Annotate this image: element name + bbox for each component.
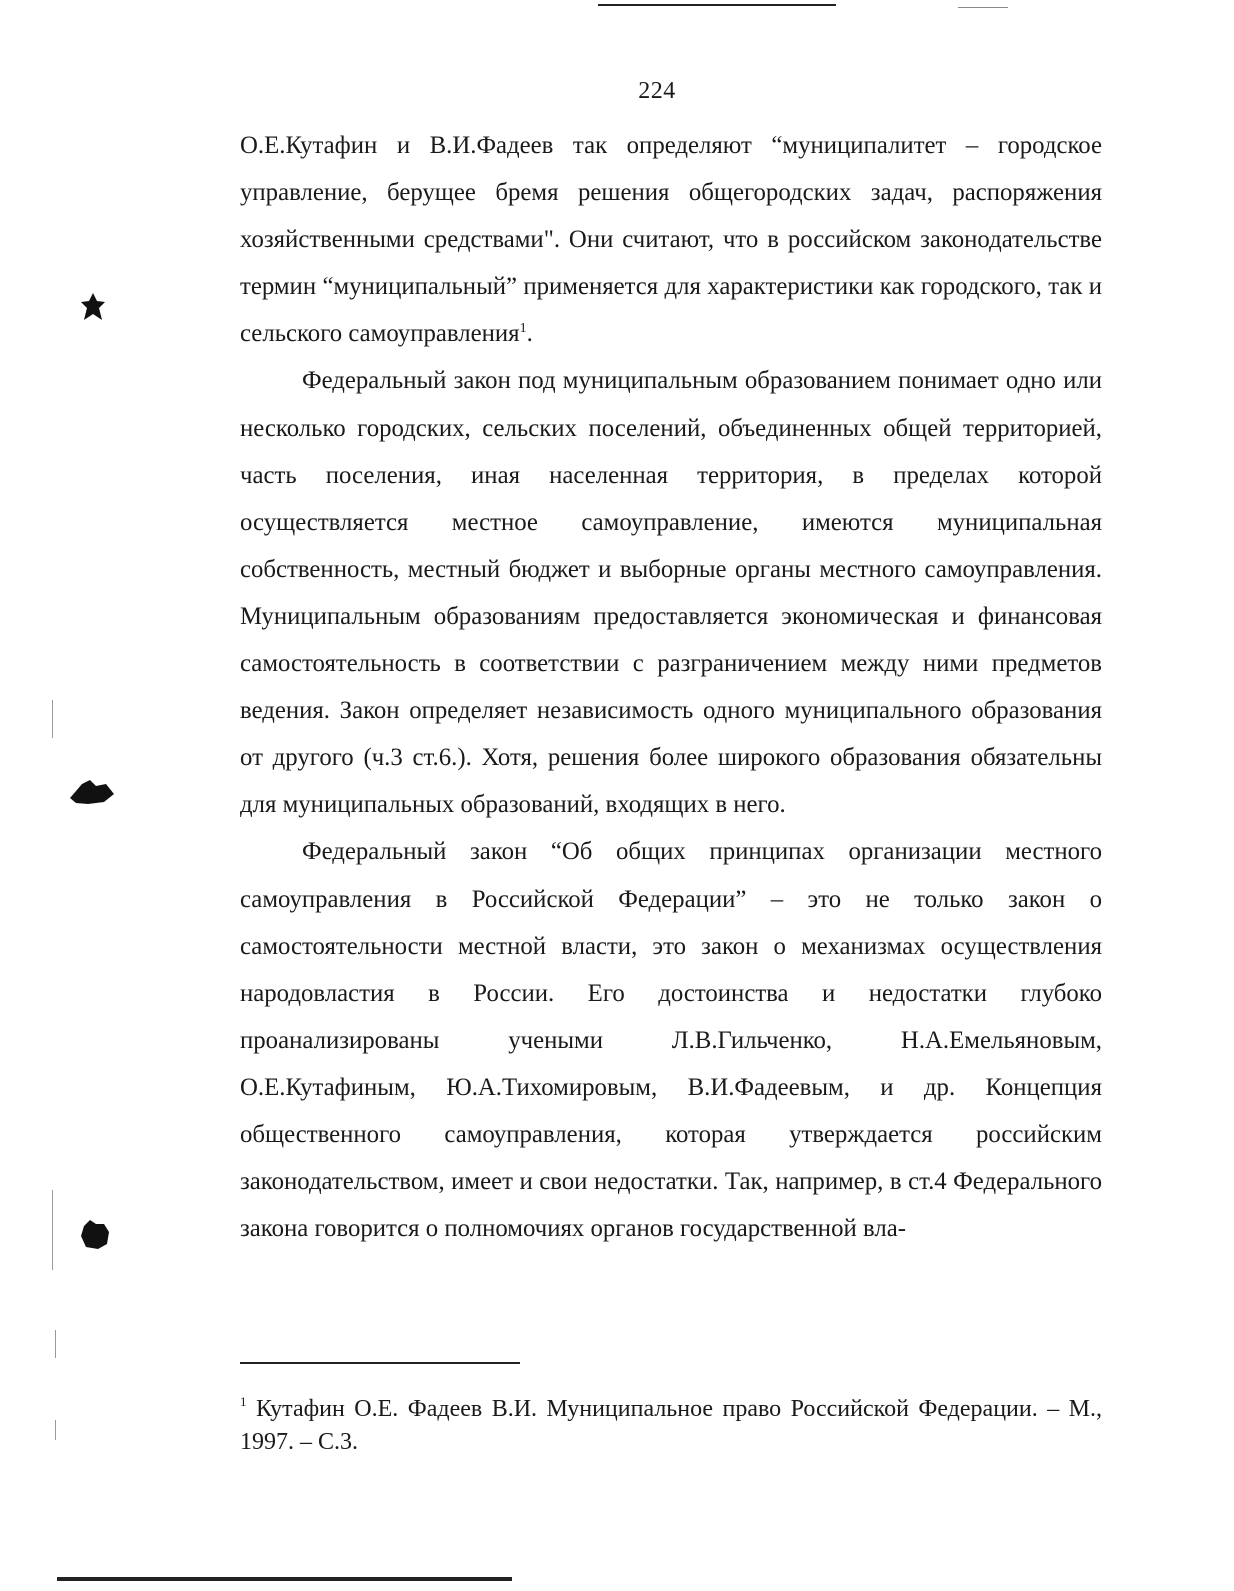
paragraph-2: Федеральный закон под муниципальным образованием понимает одно или несколько городских, сельских поселений, объединенных общей территорией, часть поселения, иная населенная территория, в пределах которой осуществляется местное самоуправление, имеются муниципальная собственность, местный бюджет и выборные органы местного самоуправления. Муниципальным образованиям предоставляется экономическая и финансовая самостоятельность в соответствии с разграничением между ними предметов ведения. Закон определяет независимость одного муниципального образования от другого (ч.3 ст.6.). Хотя, решения более широкого образования обязательны для муниципальных образований, входящих в него. (240, 367, 1102, 819)
paragraph-3-part-2: О.Е.Кутафиным, Ю.А.Тихомировым, В.И.Фадеевым, и др. Концепция общественного самоуправления, которая утверждается российским законодательством, имеет и свои недостатки. Так, например, в ст.4 Федерального закона говорится о полномочиях органов государственной вла- (240, 1073, 1102, 1243)
binder-hole-mark (80, 292, 106, 322)
footnote-marker: 1 (240, 1394, 247, 1409)
footnote (240, 1393, 1102, 1459)
margin-mark (55, 1330, 56, 1358)
scan-bottom-line (57, 1577, 512, 1581)
binder-hole-mark (68, 778, 116, 806)
paragraph-3-part-1: Федеральный закон “Об общих принципах организации местного самоуправления в Российской Федерации” – это не только закон о самостоятельности местной власти, это закон о механизмах осуществления народовластия в России. Его достоинства и недостатки глубоко проанализированы учеными Л.В.Гильченко, Н.А.Емельяновым, (240, 838, 1102, 1054)
paragraph-1-end: . (526, 320, 533, 348)
body-text (240, 122, 1102, 1252)
scan-top-line (598, 4, 836, 6)
footnote-text: Кутафин О.Е. Фадеев В.И. Муниципальное право Российской Федерации. – М., 1997. – С.3. (240, 1396, 1103, 1455)
footnote-divider (240, 1362, 520, 1364)
paragraph-1-text: О.Е.Кутафин и В.И.Фадеев так определяют “муниципалитет – городское управление, берущее бремя решения общегородских задач, распоряжения хозяйственными средствами". Они считают, что в российском законодательстве термин “муниципальный” применяется для характеристики как городского, так и сельского самоуправления (240, 132, 1102, 348)
scan-top-line-2 (958, 7, 1008, 8)
margin-mark (52, 1190, 53, 1270)
margin-mark (55, 1420, 56, 1440)
binder-hole-mark (80, 1218, 110, 1250)
footnote-reference[interactable]: 1 (519, 321, 527, 337)
page-number: 224 (638, 78, 676, 104)
margin-mark (52, 700, 53, 738)
paragraph-1 (240, 122, 1102, 357)
